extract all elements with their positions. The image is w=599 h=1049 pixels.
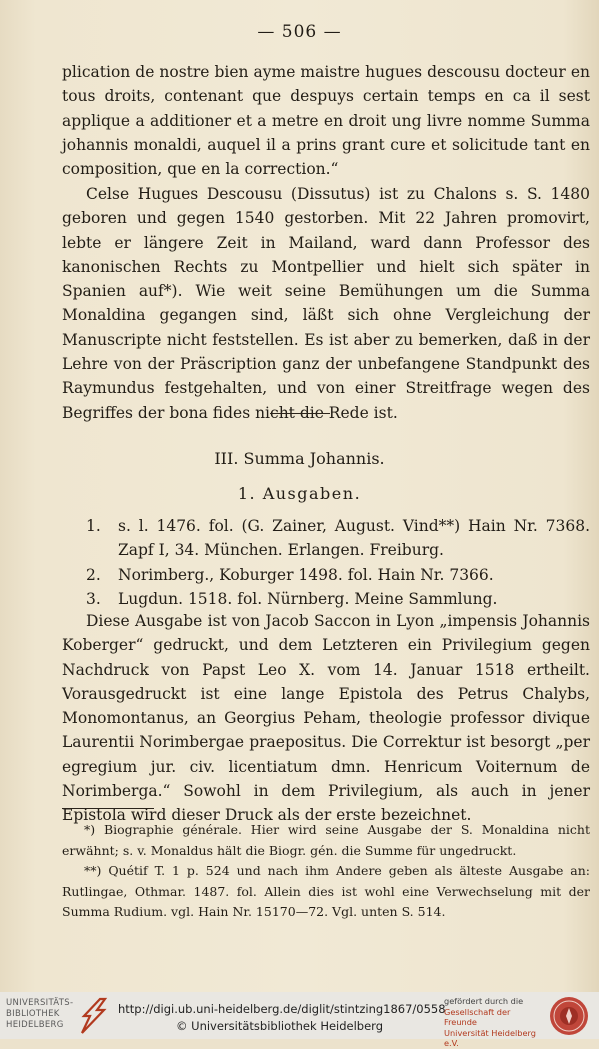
footnotes	[62, 820, 590, 923]
page-number: — 506 —	[257, 22, 342, 42]
library-name-line: BIBLIOTHEK	[6, 1009, 60, 1019]
permalink-url[interactable]: http://digi.ub.uni-heidelberg.de/diglit/stintzing1867/0558	[118, 1002, 446, 1016]
edition-item	[62, 563, 590, 587]
sponsor-line: Universität Heidelberg e.V.	[444, 1027, 536, 1049]
library-name-line: UNIVERSITÄTS-	[6, 998, 74, 1008]
descousu-paragraph: Celse Hugues Descousu (Dissutus) ist zu Chalons s. S. 1480 geboren und gegen 1540 gestorben. Mit 22 Jahren promovirt, lebte er längere Zeit in Mailand, ward dann Professor des kanonischen Rechts zu Montpellier und hielt sich später in Spanien auf*). Wie weit seine Bemühungen um die Summa Monaldina gegangen sind, läßt sich ohne Vergleichung der Manuscripte nicht feststellen. Es ist aber zu bemerken, daß in der Lehre von der Präscription ganz der unbefangene Standpunkt des Raymundus festgehalten, und von einer Streitfrage wegen des Begriffes der bona fides nicht die Rede ist.	[62, 185, 590, 422]
library-name-line: HEIDELBERG	[6, 1020, 64, 1030]
section-divider	[270, 413, 330, 414]
descousu-paragraph-block	[62, 182, 590, 425]
footnote-divider	[62, 808, 154, 809]
library-logo-icon	[78, 996, 108, 1036]
edition-number: 3.	[86, 589, 101, 608]
subsection-heading: 1. Ausgaben.	[237, 484, 362, 503]
edition-text: Norimberg., Koburger 1498. fol. Hain Nr. 7366.	[118, 565, 494, 584]
intro-paragraph-block	[62, 60, 590, 181]
editions-list	[62, 514, 590, 611]
sponsor-text	[444, 996, 544, 1049]
university-seal-icon	[548, 995, 590, 1037]
section-heading: III. Summa Johannis.	[214, 449, 385, 468]
edition-item	[62, 514, 590, 563]
footnote: **) Quétif T. 1 p. 524 und nach ihm Andere geben als älteste Ausgabe an: Rutlingae, Othmar. 1487. fol. Allein dies ist wohl eine Verwechselung mit der Summa Rudium. vgl. Hain Nr. 15170—72. Vgl. unten S. 514.	[62, 863, 590, 920]
footnote: *) Biographie générale. Hier wird seine Ausgabe der S. Monaldina nicht erwähnt; s. v. Monaldus hält die Biogr. gén. die Summe für ungedruckt.	[62, 822, 590, 858]
footer-bar	[0, 992, 599, 1049]
edition-number: 2.	[86, 565, 101, 584]
edition-item	[62, 587, 590, 611]
sponsor-line: Gesellschaft der Freunde	[444, 1006, 511, 1028]
edition-number: 1.	[86, 517, 101, 535]
copyright-notice: © Universitätsbibliothek Heidelberg	[176, 1019, 384, 1033]
lyon-paragraph-block	[62, 609, 590, 828]
intro-paragraph: plication de nostre bien ayme maistre hugues descousu docteur en tous droits, contenant que despuys certain temps en ca il sest applique a additioner et a metre en droit ung livre nomme Summa johannis monaldi, auquel il a prins grant cure et solicitude tant en composition, que en la correction.“	[62, 63, 590, 179]
edition-text: Lugdun. 1518. fol. Nürnberg. Meine Sammlung.	[118, 589, 498, 608]
library-name	[6, 998, 73, 1031]
sponsor-line: gefördert durch die	[444, 996, 524, 1006]
lyon-paragraph: Diese Ausgabe ist von Jacob Saccon in Lyon „impensis Johannis Koberger“ gedruckt, und dem Letzteren ein Privilegium gegen Nachdruck von Papst Leo X. vom 14. Januar 1518 ertheilt. Vorausgedruckt ist eine lange Epistola des Petrus Chalybs, Monomontanus, an Georgius Peham, theologie professor divique Laurentii Norimbergae praepositus. Die Correktur ist besorgt „per egregium jur. civ. licentiatum dmn. Henricum Voiternum de Norimberga.“ Sowohl in dem Privilegium, als auch in jener Epistola wird dieser Druck als der erste bezeichnet.	[62, 612, 590, 825]
edition-text: s. l. 1476. fol. (G. Zainer, August. Vind**) Hain Nr. 7368. Zapf I, 34. München. Erlangen. Freiburg.	[118, 517, 590, 560]
